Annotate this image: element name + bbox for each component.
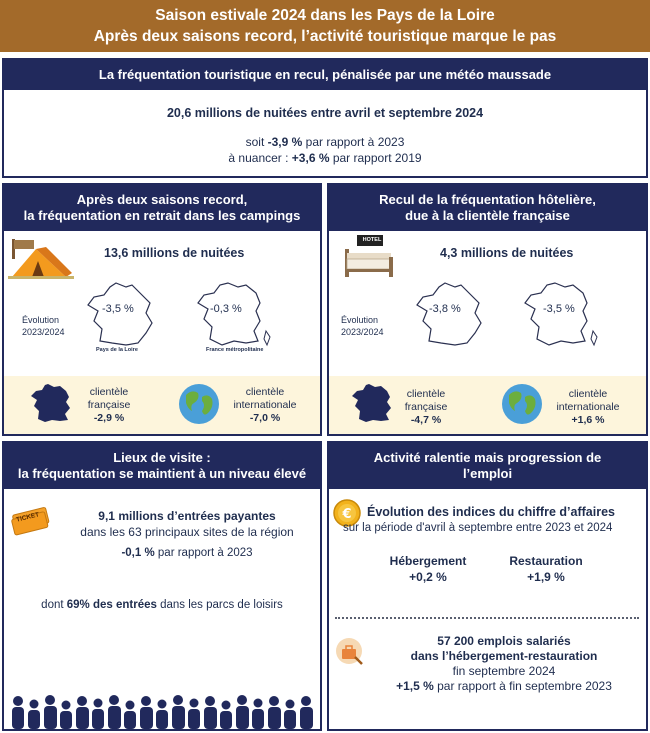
camping-tent-icon <box>8 237 74 279</box>
visits-entries: 9,1 millions d’entrées payantes dans les 63 principaux sites de la région <box>80 509 294 539</box>
campings-panel <box>2 183 322 436</box>
visits-evol: -0,1 % par rapport à 2023 <box>121 547 253 559</box>
hotels-evol-label: Évolution 2023/2024 <box>341 315 384 337</box>
campings-map-region-value: -3,5 % <box>102 303 134 315</box>
crowd-icon <box>8 693 318 729</box>
hotels-panel <box>327 183 648 436</box>
hotels-globe-icon <box>501 383 543 425</box>
campings-globe-icon <box>178 383 220 425</box>
activity-panel <box>327 441 648 731</box>
campings-map-france-value: -0,3 % <box>210 303 242 315</box>
campings-map-france-caption: France métropolitaine <box>206 347 264 353</box>
overall-main-figure: 20,6 millions de nuitées entre avril et septembre 2024 <box>166 106 484 120</box>
campings-evol-label: Évolution 2023/2024 <box>22 315 65 337</box>
overall-vs-2023: soit -3,9 % par rapport à 2023 <box>245 135 405 149</box>
hotels-france-icon <box>351 383 393 423</box>
campings-fr-clientele: clientèle française -2,9 % <box>87 386 131 424</box>
hotels-title-bar: Recul de la fréquentation hôtelière, due à la clientèle française <box>329 185 646 231</box>
campings-france-icon <box>30 383 72 423</box>
overall-vs-2019: à nuancer : +3,6 % par rapport 2019 <box>228 151 422 165</box>
visits-title-bar: Lieux de visite : la fréquentation se maintient à un niveau élevé <box>4 443 320 489</box>
hotels-map-region-value: -3,8 % <box>429 303 461 315</box>
turnover-subtitle: sur la période d'avril à septembre entre 2023 et 2024 <box>343 522 613 534</box>
svg-text:€: € <box>342 507 352 522</box>
turnover-title: Évolution des indices du chiffre d’affaires <box>367 505 615 519</box>
overall-title-bar: La fréquentation touristique en recul, pénalisée par une météo maussade <box>4 60 646 90</box>
ticket-label: TICKET <box>15 511 40 524</box>
campings-nights: 13,6 millions de nuitées <box>104 246 245 260</box>
header-title-line2: Après deux saisons record, l’activité touristique marque le pas <box>93 28 557 45</box>
turnover-hebergement: Hébergement +0,2 % <box>389 554 467 584</box>
visits-panel <box>2 441 322 731</box>
activity-title-bar: Activité ralentie mais progression de l’emploi <box>329 443 646 489</box>
hotels-intl-clientele: clientèle internationale +1,6 % <box>556 388 620 426</box>
page-header <box>0 0 650 52</box>
overall-panel <box>2 58 648 178</box>
hotel-sign: HOTEL <box>362 237 382 243</box>
campings-intl-clientele: clientèle internationale -7,0 % <box>233 386 297 424</box>
hotels-nights: 4,3 millions de nuitées <box>440 246 574 260</box>
campings-title-bar: Après deux saisons record, la fréquentation en retrait dans les campings <box>4 185 320 231</box>
hotels-map-france-value: -3,5 % <box>543 303 575 315</box>
header-title-line1: Saison estivale 2024 dans les Pays de la Loire <box>155 7 495 24</box>
campings-map-region-caption: Pays de la Loire <box>96 347 138 353</box>
turnover-restauration: Restauration +1,9 % <box>509 554 583 584</box>
hotels-fr-clientele: clientèle française -4,7 % <box>404 388 448 426</box>
jobs-block: 57 200 emplois salariés dans l’hébergement-restauration fin septembre 2024 +1,5 % par rapport à fin septembre 2023 <box>396 634 612 693</box>
activity-divider <box>335 617 639 619</box>
visits-parks: dont 69% des entrées dans les parcs de loisirs <box>41 599 283 611</box>
